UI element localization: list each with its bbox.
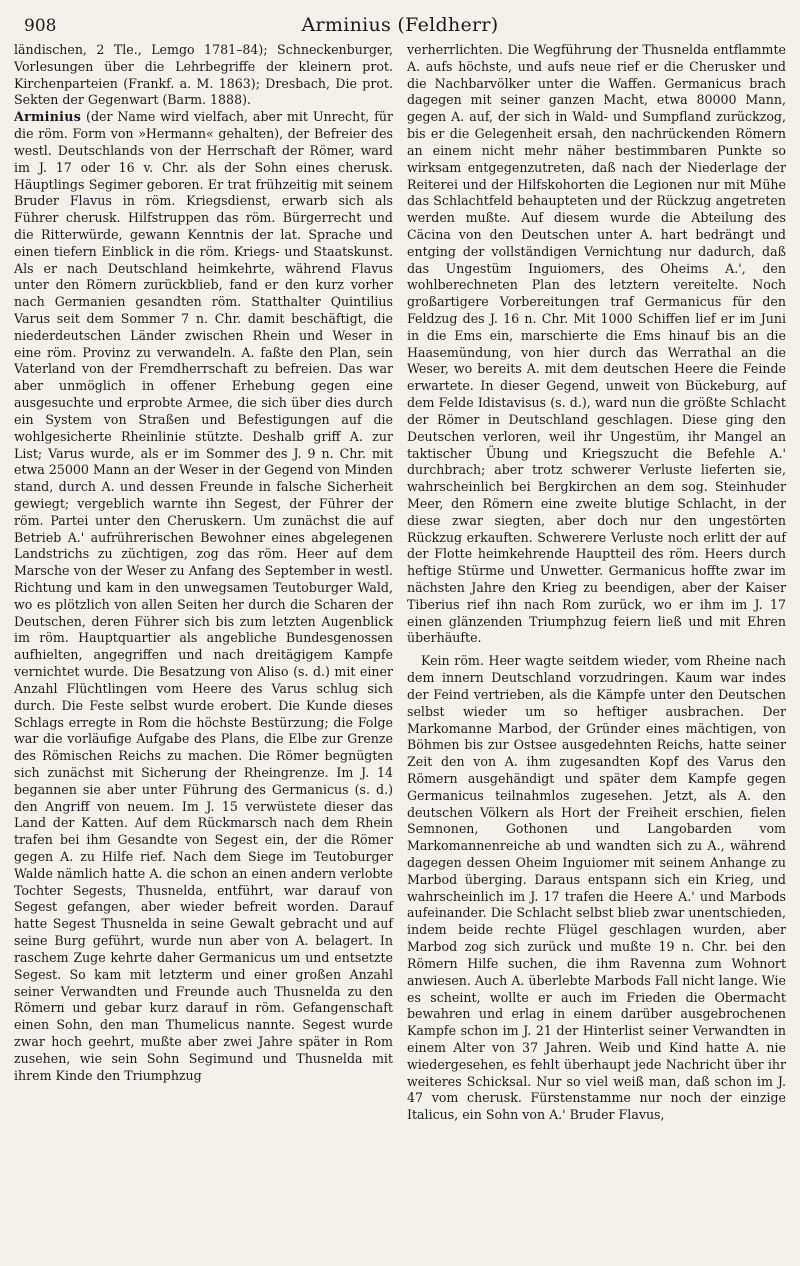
page-number: 908 [24, 16, 57, 36]
running-title: Arminius (Feldherr) [301, 14, 499, 36]
entry-continuation: verherrlichten. Die Wegführung der Thusnelda entflammte A. aufs höchste, und aufs neue rief er die Cherusker und die Nachbarvölker unter die Waffen. Germanicus brach dagegen mit seiner ganzen Macht, etwa 80000 Mann, gegen A. auf, der sich in Wald- und Sumpfland zurückzog, bis er die Gelegenheit ersah, den nachrückenden Römern an einem nicht mehr näher bestimmbaren Punkte so wirksam entgegenzutreten, daß nach der Niederlage der Reiterei und der Hilfskohorten die Legionen nur mit Mühe das Schlachtfeld behaupteten und der Rückzug angetreten werden mußte. Auf diesem wurde die Abteilung des Cäcina von den Deutschen unter A. hart bedrängt und entging der vollständigen Vernichtung nur dadurch, daß das Ungestüm Inguiomers, des Oheims A.', den wohlberechneten Plan des letztern vereitelte. Noch großartigere Vorbereitungen traf Germanicus für den Feldzug des J. 16 n. Chr. Mit 1000 Schiffen lief er im Juni in die Ems ein, marschierte die Ems hinauf bis an die Haasemündung, von hier durch das Werrathal an die Weser, wo bereits A. mit dem deutschen Heere die Feinde erwartete. In dieser Gegend, unweit von Bückeburg, auf dem Felde Idistavisus (s. d.), ward nun die größte Schlacht der Römer in Deutschland geschlagen. Diese ging den Deutschen verloren, weil ihr Ungestüm, ihr Mangel an taktischer Übung und Kriegszucht die Befehle A.' durchbrach; aber trotz schwerer Verluste lieferten sie, wahrscheinlich bei Bergkirchen an dem sog. Steinhuder Meer, den Römern eine zweite blutige Schlacht, in der diese zwar siegten, aber doch nur den ungestörten Rückzug erkauften. Schwerere Verluste noch erlitt der auf der Flotte heimkehrende Hauptteil des röm. Heers durch heftige Stürme und Unwetter. Germanicus hoffte zwar im nächsten Jahre den Krieg zu beendigen, aber der Kaiser Tiberius rief ihn nach Rom zurück, wo er ihm im J. 17 einen glänzenden Triumphzug feiern ließ und mit Ehren überhäufte. [407, 42, 786, 646]
left-column [14, 42, 393, 1124]
entry-paragraph: Kein röm. Heer wagte seitdem wieder, vom Rheine nach dem innern Deutschland vorzudringen. Kaum war indes der Feind vertrieben, als die Kämpfe unter den Deutschen selbst wieder um so heftiger ausbrachen. Der Markomanne Marbod, der Gründer eines mächtigen, von Böhmen bis zur Ostsee ausgedehnten Reichs, hatte seiner Zeit den von A. ihm zugesandten Kopf des Varus den Römern ausgehändigt und später dem Kampfe gegen Germanicus teilnahmlos zugesehen. Jetzt, als A. den deutschen Völkern als Hort der Freiheit erschien, fielen Semnonen, Gothonen und Langobarden vom Markomannenreiche ab und wandten sich zu A., während dagegen dessen Oheim Inguiomer mit seinem Anhange zu Marbod überging. Daraus entspann sich ein Krieg, und wahrscheinlich im J. 17 trafen die Heere A.' und Marbods aufeinander. Die Schlacht selbst blieb zwar unentschieden, indem beide rechte Flügel geschlagen wurden, aber Marbod zog sich zurück und mußte 19 n. Chr. bei den Römern Hilfe suchen, die ihm Ravenna zum Wohnort anwiesen. Auch A. überlebte Marbods Fall nicht lange. Wie es scheint, wollte er auch im Frieden die Obermacht bewahren und erlag in einem darüber ausgebrochenen Kampfe schon im J. 21 der Hinterlist seiner Verwandten in einem Alter von 37 Jahren. Weib und Kind hatte A. nie wiedergesehen, es fehlt überhaupt jede Nachricht über ihr weiteres Schicksal. Nur so viel weiß man, daß schon im J. 47 vom cherusk. Fürstenstamme nur noch der einzige Italicus, ein Sohn von A.' Bruder Flavus, [407, 653, 786, 1123]
page-header [14, 10, 786, 42]
entry-headword: Arminius [14, 109, 82, 125]
entry-arminius [14, 109, 393, 1084]
text-columns [14, 42, 786, 1124]
right-column [407, 42, 786, 1124]
previous-entry-tail: ländischen, 2 Tle., Lemgo 1781–84); Schneckenburger, Vorlesungen über die Lehrbegriffe der kleinern prot. Kirchenparteien (Frankf. a. M. 1863); Dresbach, Die prot. Sekten der Gegenwart (Barm. 1888). [14, 42, 393, 108]
entry-text: (der Name wird vielfach, aber mit Unrecht, für die röm. Form von »Hermann« gehalten), der Befreier des westl. Deutschlands von der Herrschaft der Römer, ward im J. 17 oder 16 v. Chr. als der Sohn eines cherusk. Häuptlings Segimer geboren. Er trat frühzeitig mit seinem Bruder Flavus in röm. Kriegsdienst, erwarb sich als Führer cherusk. Hilfstruppen das röm. Bürgerrecht und die Ritterwürde, gewann Kenntnis der lat. Sprache und einen tiefern Einblick in die röm. Kriegs- und Staatskunst. Als er nach Deutschland heimkehrte, während Flavus unter den Römern zurückblieb, fand er den kurz vorher nach Germanien gesandten röm. Statthalter Quintilius Varus seit dem Sommer 7 n. Chr. damit beschäftigt, die niederdeutschen Länder zwischen Rhein und Weser in eine röm. Provinz zu verwandeln. A. faßte den Plan, sein Vaterland von der Fremdherrschaft zu befreien. Das war aber unmöglich in offener Erhebung gegen eine ausgesuchte und erprobte Armee, die sich über dies durch ein System von Straßen und Befestigungen auf die wohlgesicherte Rheinlinie stützte. Deshalb griff A. zur List; Varus wurde, als er im Sommer des J. 9 n. Chr. mit etwa 25000 Mann an der Weser in der Gegend von Minden stand, durch A. und dessen Freunde in falsche Sicherheit gewiegt; vergeblich warnte ihn Segest, der Führer der röm. Partei unter den Cheruskern. Um zunächst die auf Betrieb A.' aufrührerischen Bewohner eines abgelegenen Landstrichs zu züchtigen, zog das röm. Heer auf dem Marsche von der Weser zu Anfang des September in westl. Richtung und kam in den unwegsamen Teutoburger Wald, wo es plötzlich von allen Seiten her durch die Scharen der Deutschen, deren Führer sich bis zum letzten Augenblick im röm. Hauptquartier als angebliche Bundesgenossen aufhielten, angegriffen und nach dreitägigem Kampfe vernichtet wurde. Die Besatzung von Aliso (s. d.) mit einer Anzahl Flüchtlingen vom Heere des Varus schlug sich durch. Die Feste selbst wurde erobert. Die Kunde dieses Schlags erregte in Rom die höchste Bestürzung; die Folge war die vorläufige Aufgabe des Plans, die Elbe zur Grenze des Römischen Reichs zu machen. Die Römer begnügten sich zunächst mit Sicherung der Rheingrenze. Im J. 14 begannen sie aber unter Führung des Germanicus (s. d.) den Angriff von neuem. Im J. 15 verwüstete dieser das Land der Katten. Auf dem Rückmarsch nach dem Rhein trafen bei ihm Gesandte von Segest ein, der die Römer gegen A. zu Hilfe rief. Nach dem Siege im Teutoburger Walde nämlich hatte A. die schon an einen andern verlobte Tochter Segests, Thusnelda, entführt, war darauf von Segest gefangen, aber wieder befreit worden. Darauf hatte Segest Thusnelda in seine Gewalt gebracht und auf seine Burg geführt, wurde nun aber von A. belagert. In raschem Zuge kehrte daher Germanicus um und entsetzte Segest. So kam mit letzterm und einer großen Anzahl seiner Verwandten und Freunde auch Thusnelda zu den Römern und gebar kurz darauf in röm. Gefangenschaft einen Sohn, den man Thumelicus nannte. Segest wurde zwar hoch geehrt, mußte aber zwei Jahre später in Rom zusehen, wie sein Sohn Segimund und Thusnelda mit ihrem Kinde den Triumphzug [14, 109, 393, 1083]
